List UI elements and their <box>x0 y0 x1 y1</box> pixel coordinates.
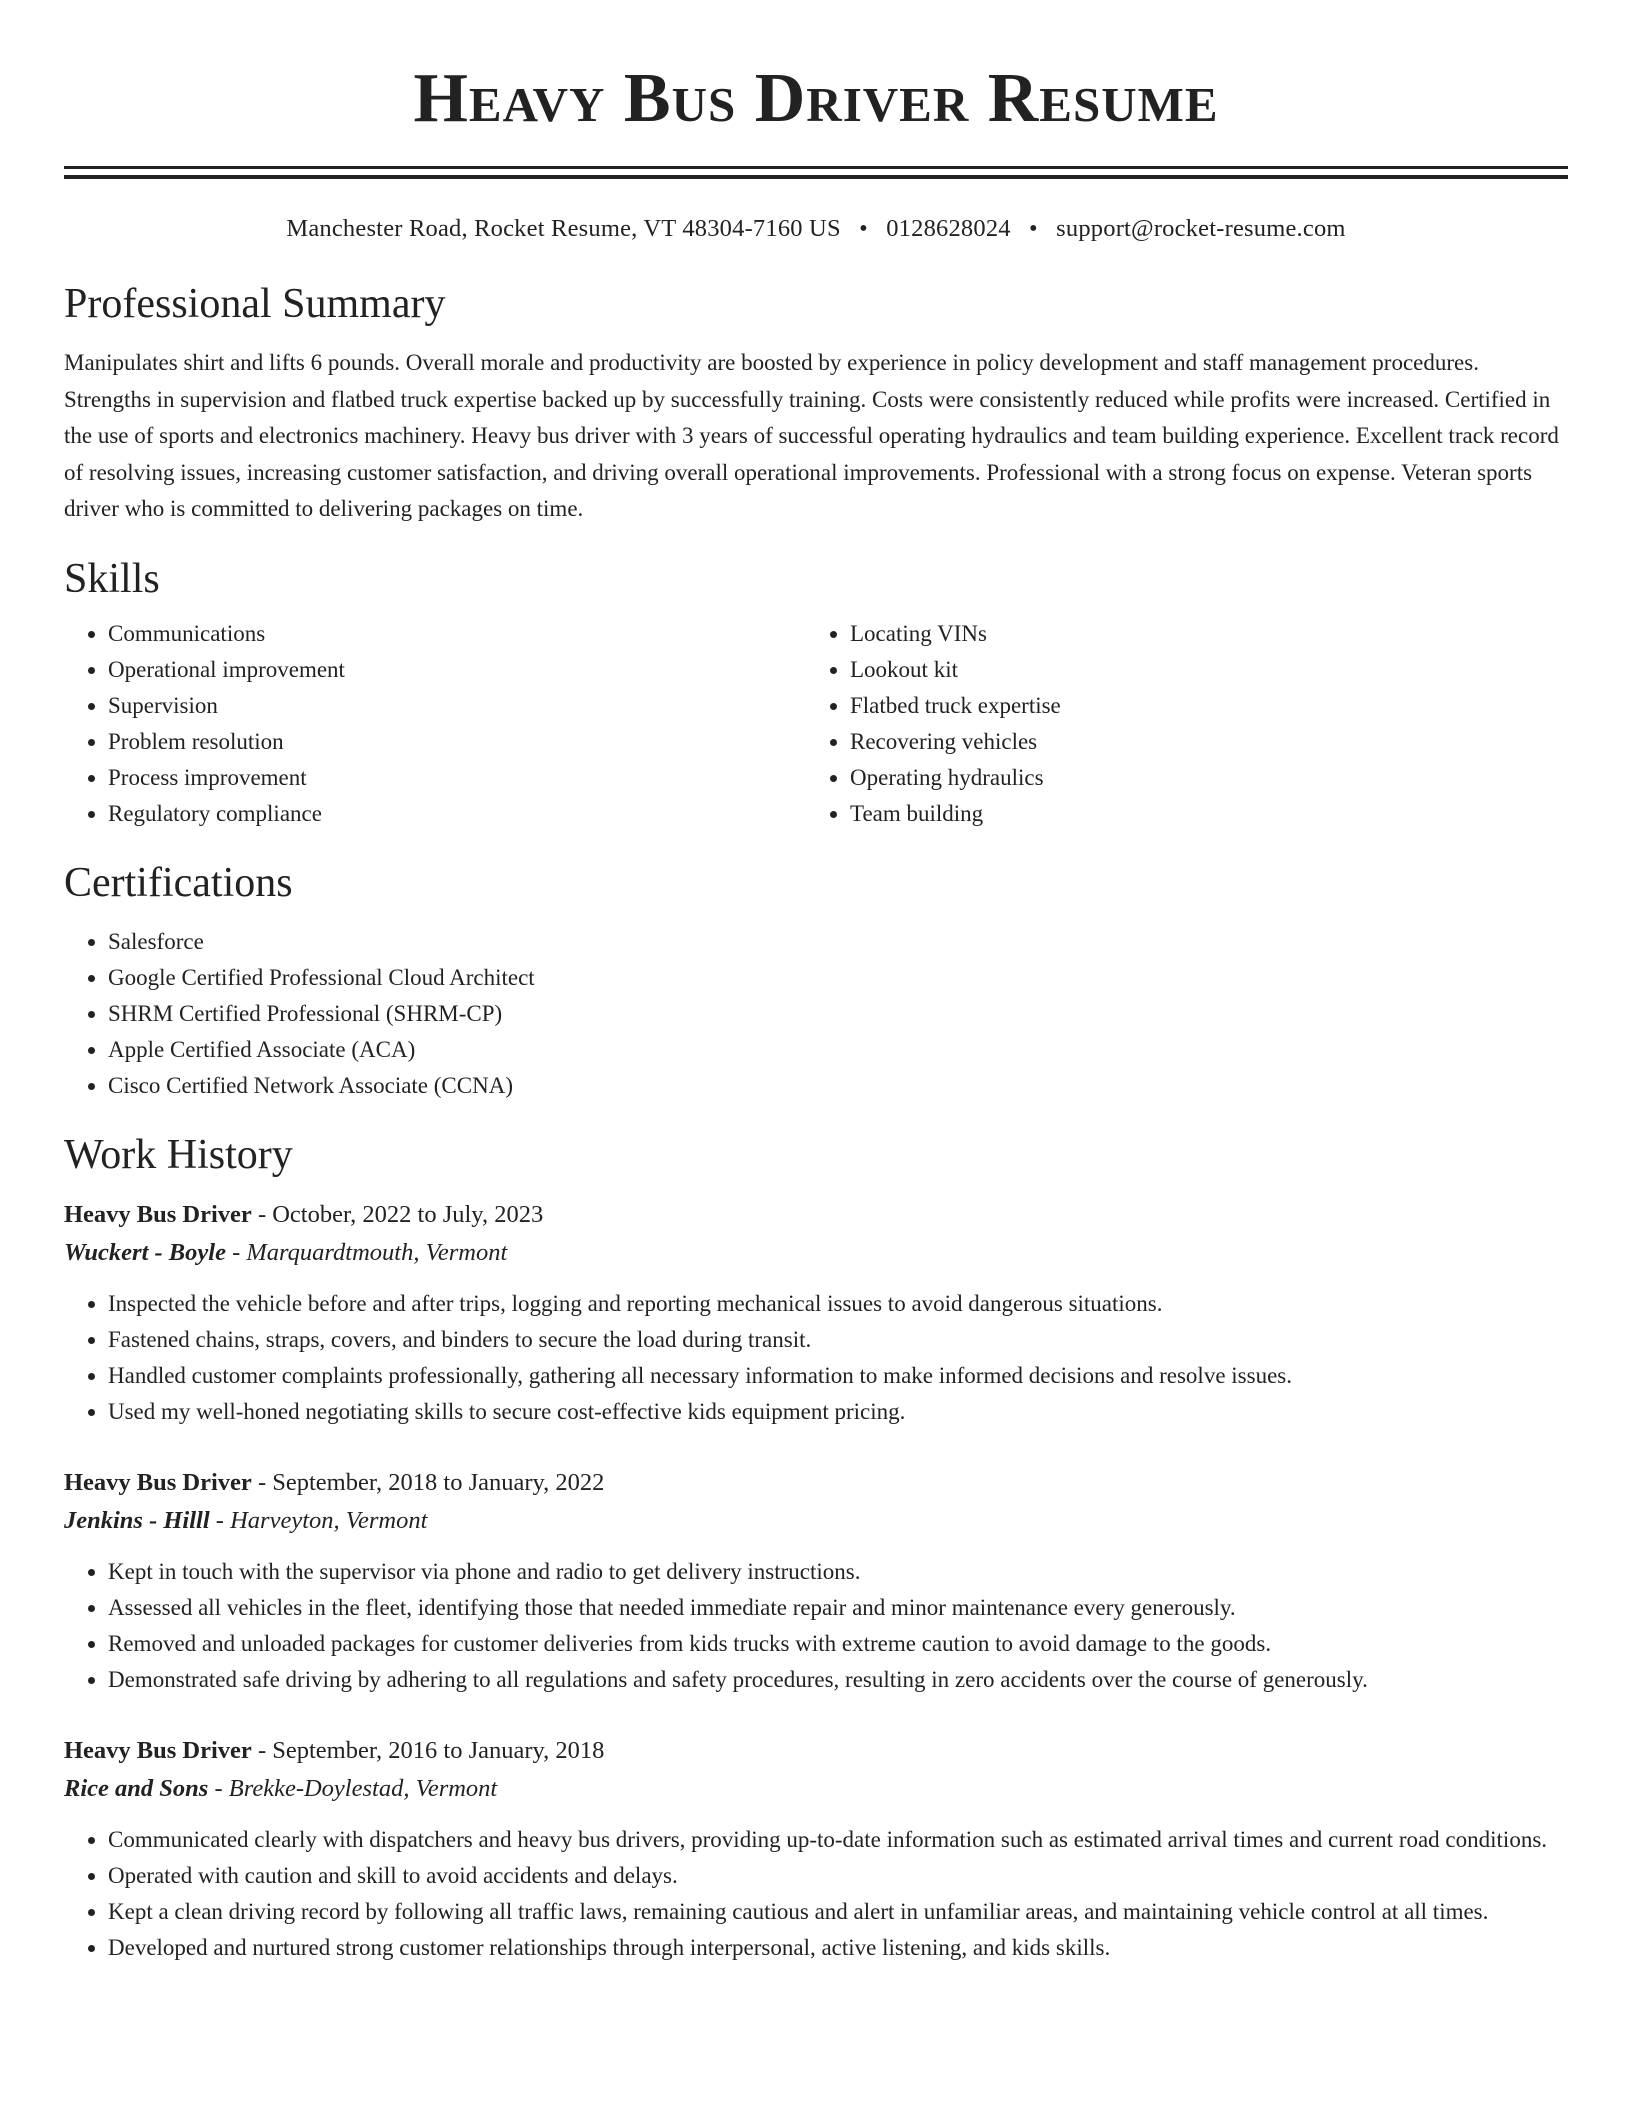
job-header <box>64 1732 1568 1770</box>
job-duty: • Fastened chains, straps, covers, and binders to secure the load during transit. <box>108 1322 1568 1358</box>
skills-list-right <box>806 616 1548 832</box>
job-dash: - <box>257 1200 273 1228</box>
job-employer-line <box>64 1770 1568 1808</box>
title-divider-top <box>64 166 1568 169</box>
contact-email: support@rocket-resume.com <box>1056 215 1346 242</box>
certifications-heading: Certifications <box>64 859 293 906</box>
job-location: Harveyton, Vermont <box>230 1506 428 1534</box>
skill-item: • Problem resolution <box>108 724 806 760</box>
skill-item: • Flatbed truck expertise <box>850 688 1548 724</box>
skill-item: • Locating VINs <box>850 616 1548 652</box>
contact-separator: • <box>1029 215 1038 242</box>
skills-column-left <box>64 616 806 832</box>
skill-item: • Operational improvement <box>108 652 806 688</box>
job-dash: - <box>257 1468 273 1496</box>
skills-column-right <box>806 616 1548 832</box>
job-duty: • Developed and nurtured strong customer relationships through interpersonal, active listening, and kids skills. <box>108 1930 1568 1966</box>
summary-heading: Professional Summary <box>64 281 446 327</box>
summary-text: Manipulates shirt and lifts 6 pounds. Overall morale and productivity are boosted by experience in policy development and staff management procedures. Strengths in supervision and flatbed truck expertise backed up by successfully training. Costs were consistently reduced while profits were increased. Certified in the use of sports and electronics machinery. Heavy bus driver with 3 years of successful operating hydraulics and team building experience. Excellent track record of resolving issues, increasing customer satisfaction, and driving overall operational improvements. Professional with a strong focus on expense. Veteran sports driver who is committed to delivering packages on time. <box>64 350 1559 521</box>
job-location: Marquardtmouth, Vermont <box>246 1238 508 1266</box>
resume-title: Heavy Bus Driver Resume <box>413 60 1219 137</box>
job-entry <box>64 1196 1568 1430</box>
job-duty: • Kept a clean driving record by following all traffic laws, remaining cautious and alert in unfamiliar areas, and maintaining vehicle control at all times. <box>108 1894 1568 1930</box>
job-dates: September, 2018 to January, 2022 <box>272 1468 605 1496</box>
certifications-list <box>64 924 1568 1104</box>
job-header <box>64 1464 1568 1502</box>
job-entry <box>64 1464 1568 1698</box>
job-employer: Wuckert - Boyle <box>64 1238 226 1266</box>
skill-item: • Regulatory compliance <box>108 796 806 832</box>
contact-address: Manchester Road, Rocket Resume, VT 48304-7160 US <box>286 215 841 242</box>
skills-columns <box>64 616 1568 832</box>
work-history-heading: Work History <box>64 1131 293 1178</box>
certification-item: • Cisco Certified Network Associate (CCNA) <box>108 1068 1568 1104</box>
contact-line <box>64 213 1568 245</box>
job-dash: - <box>257 1736 273 1764</box>
title-divider-bottom <box>64 175 1568 179</box>
job-duty: • Assessed all vehicles in the fleet, identifying those that needed immediate repair and minor maintenance every generously. <box>108 1590 1568 1626</box>
skills-heading: Skills <box>64 555 160 602</box>
job-duties-list <box>64 1286 1568 1430</box>
job-duty: • Used my well-honed negotiating skills to secure cost-effective kids equipment pricing. <box>108 1394 1568 1430</box>
job-duty: • Handled customer complaints professionally, gathering all necessary information to make informed decisions and resolve issues. <box>108 1358 1568 1394</box>
job-employer: Rice and Sons <box>64 1774 209 1802</box>
job-employer-line <box>64 1502 1568 1540</box>
contact-separator: • <box>859 215 868 242</box>
job-duty: • Communicated clearly with dispatchers and heavy bus drivers, providing up-to-date information such as estimated arrival times and current road conditions. <box>108 1822 1568 1858</box>
job-dash: - <box>215 1506 231 1534</box>
job-title: Heavy Bus Driver <box>64 1736 252 1764</box>
skill-item: • Lookout kit <box>850 652 1548 688</box>
skills-list-left <box>64 616 806 832</box>
job-title: Heavy Bus Driver <box>64 1468 252 1496</box>
job-employer: Jenkins - Hilll <box>64 1506 210 1534</box>
skill-item: • Team building <box>850 796 1548 832</box>
job-location: Brekke-Doylestad, Vermont <box>228 1774 498 1802</box>
skill-item: • Supervision <box>108 688 806 724</box>
job-duties-list <box>64 1822 1568 1966</box>
job-duty: • Removed and unloaded packages for customer deliveries from kids trucks with extreme caution to avoid damage to the goods. <box>108 1626 1568 1662</box>
job-entry <box>64 1732 1568 1966</box>
job-duties-list <box>64 1554 1568 1698</box>
job-header <box>64 1196 1568 1234</box>
job-duty: • Kept in touch with the supervisor via phone and radio to get delivery instructions. <box>108 1554 1568 1590</box>
certification-item: • SHRM Certified Professional (SHRM-CP) <box>108 996 1568 1032</box>
job-dates: September, 2016 to January, 2018 <box>272 1736 605 1764</box>
certification-item: • Apple Certified Associate (ACA) <box>108 1032 1568 1068</box>
job-duty: • Demonstrated safe driving by adhering to all regulations and safety procedures, resulting in zero accidents over the course of generously. <box>108 1662 1568 1698</box>
job-duty: • Operated with caution and skill to avoid accidents and delays. <box>108 1858 1568 1894</box>
job-title: Heavy Bus Driver <box>64 1200 252 1228</box>
skill-item: • Recovering vehicles <box>850 724 1548 760</box>
job-dates: October, 2022 to July, 2023 <box>272 1200 544 1228</box>
skill-item: • Operating hydraulics <box>850 760 1548 796</box>
job-dash: - <box>214 1774 229 1802</box>
certification-item: • Salesforce <box>108 924 1568 960</box>
job-employer-line <box>64 1234 1568 1272</box>
contact-phone: 0128628024 <box>886 215 1011 242</box>
job-duty: • Inspected the vehicle before and after trips, logging and reporting mechanical issues to avoid dangerous situations. <box>108 1286 1568 1322</box>
certification-item: • Google Certified Professional Cloud Architect <box>108 960 1568 996</box>
skill-item: • Process improvement <box>108 760 806 796</box>
job-dash: - <box>232 1238 247 1266</box>
skill-item: • Communications <box>108 616 806 652</box>
